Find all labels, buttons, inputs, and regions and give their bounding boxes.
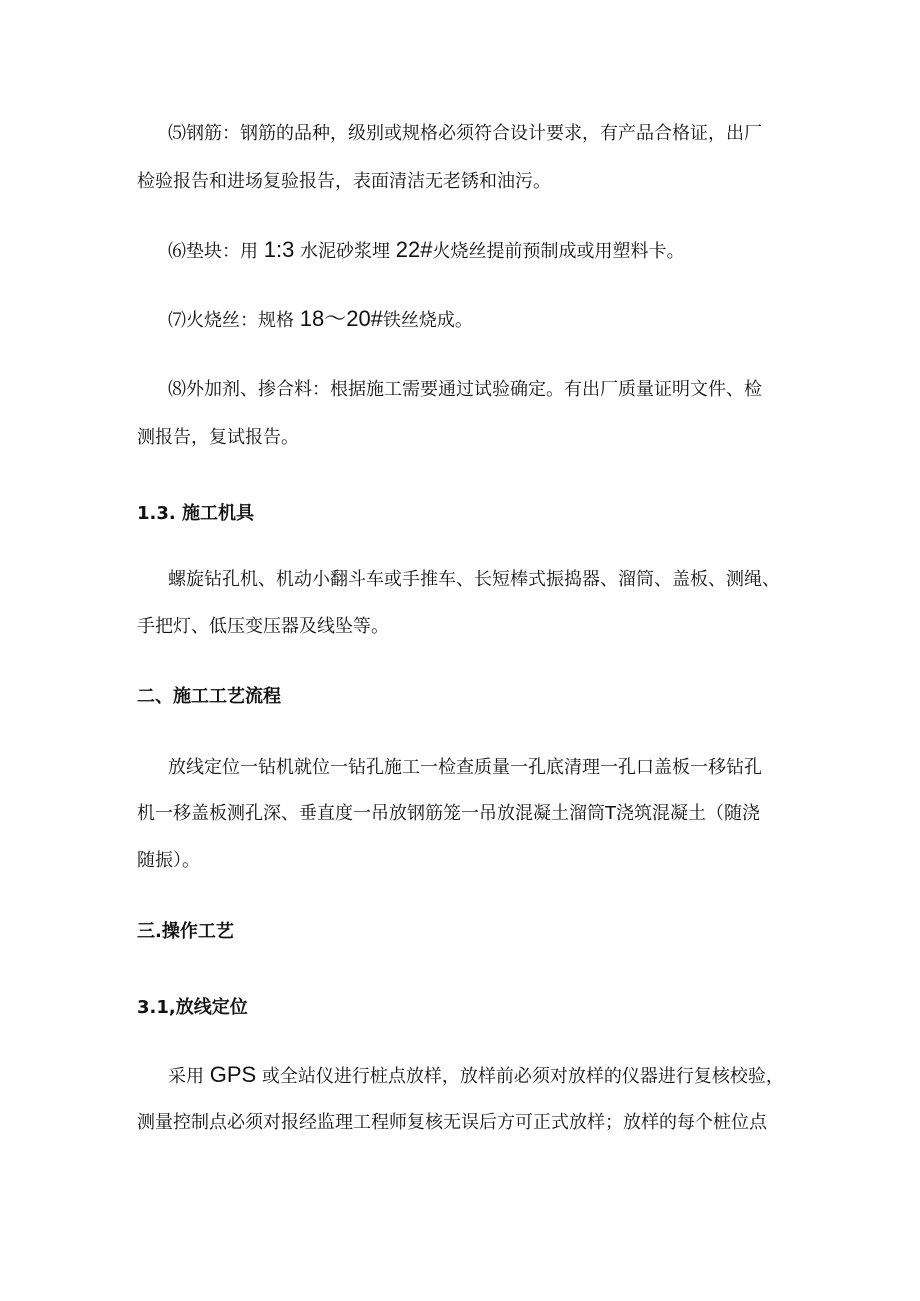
- section-1-3-heading: 1.3. 施工机具: [137, 503, 254, 524]
- section-1-3-line-2: 手把灯、低压变压器及线坠等。: [137, 616, 389, 637]
- item-6: [168, 237, 685, 265]
- item-6-mid: 水泥砂浆埋: [294, 241, 396, 262]
- section-2-line-3: 随振）。: [137, 850, 200, 871]
- item-5-line-1: ⑸钢筋：钢筋的品种，级别或规格必须符合设计要求，有产品合格证，出厂: [168, 123, 762, 144]
- item-8-line-1: ⑻外加剂、掺合料：根据施工需要通过试验确定。有出厂质量证明文件、检: [168, 379, 762, 400]
- item-7-prefix: ⑺火烧丝：规格: [168, 310, 300, 331]
- item-7-spec: 18～20#: [299, 306, 383, 331]
- item-6-suffix: 火烧丝提前预制成或用塑料卡。: [432, 241, 685, 262]
- section-1-3-line-1: 螺旋钻孔机、机动小翻斗车或手推车、长短棒式振捣器、溜筒、盖板、测绳、: [168, 569, 780, 590]
- gps-term: GPS: [209, 1062, 257, 1087]
- item-6-wire: 22#: [395, 237, 433, 262]
- item-5-line-2: 检验报告和进场复验报告，表面清洁无老锈和油污。: [137, 171, 551, 192]
- section-2-line-1: 放线定位一钻机就位一钻孔施工一检查质量一孔底清理一孔口盖板一移钻孔: [168, 757, 762, 778]
- section-2-line-2: 机一移盖板测孔深、垂直度一吊放钢筋笼一吊放混凝土溜筒T浇筑混凝土（随浇: [137, 803, 760, 824]
- item-6-prefix: ⑹垫块：用: [168, 241, 264, 262]
- item-6-ratio: 1:3: [263, 237, 295, 262]
- section-3-1-heading: 3.1,放线定位: [137, 997, 248, 1018]
- section-3-1-line-2: 测量控制点必须对报经监理工程师复核无误后方可正式放样；放样的每个桩位点: [137, 1112, 767, 1133]
- section-2-heading: 二、施工工艺流程: [137, 686, 281, 707]
- section-3-1-prefix: 采用: [168, 1066, 210, 1087]
- section-3-heading: 三.操作工艺: [137, 921, 234, 942]
- section-3-1-line-1: [168, 1062, 784, 1090]
- item-7-suffix: 铁丝烧成。: [382, 310, 473, 331]
- section-3-1-suffix: 或全站仪进行桩点放样，放样前必须对放样的仪器进行复核校验，: [256, 1066, 784, 1087]
- item-8-line-2: 测报告，复试报告。: [137, 427, 299, 448]
- item-7: [168, 306, 473, 334]
